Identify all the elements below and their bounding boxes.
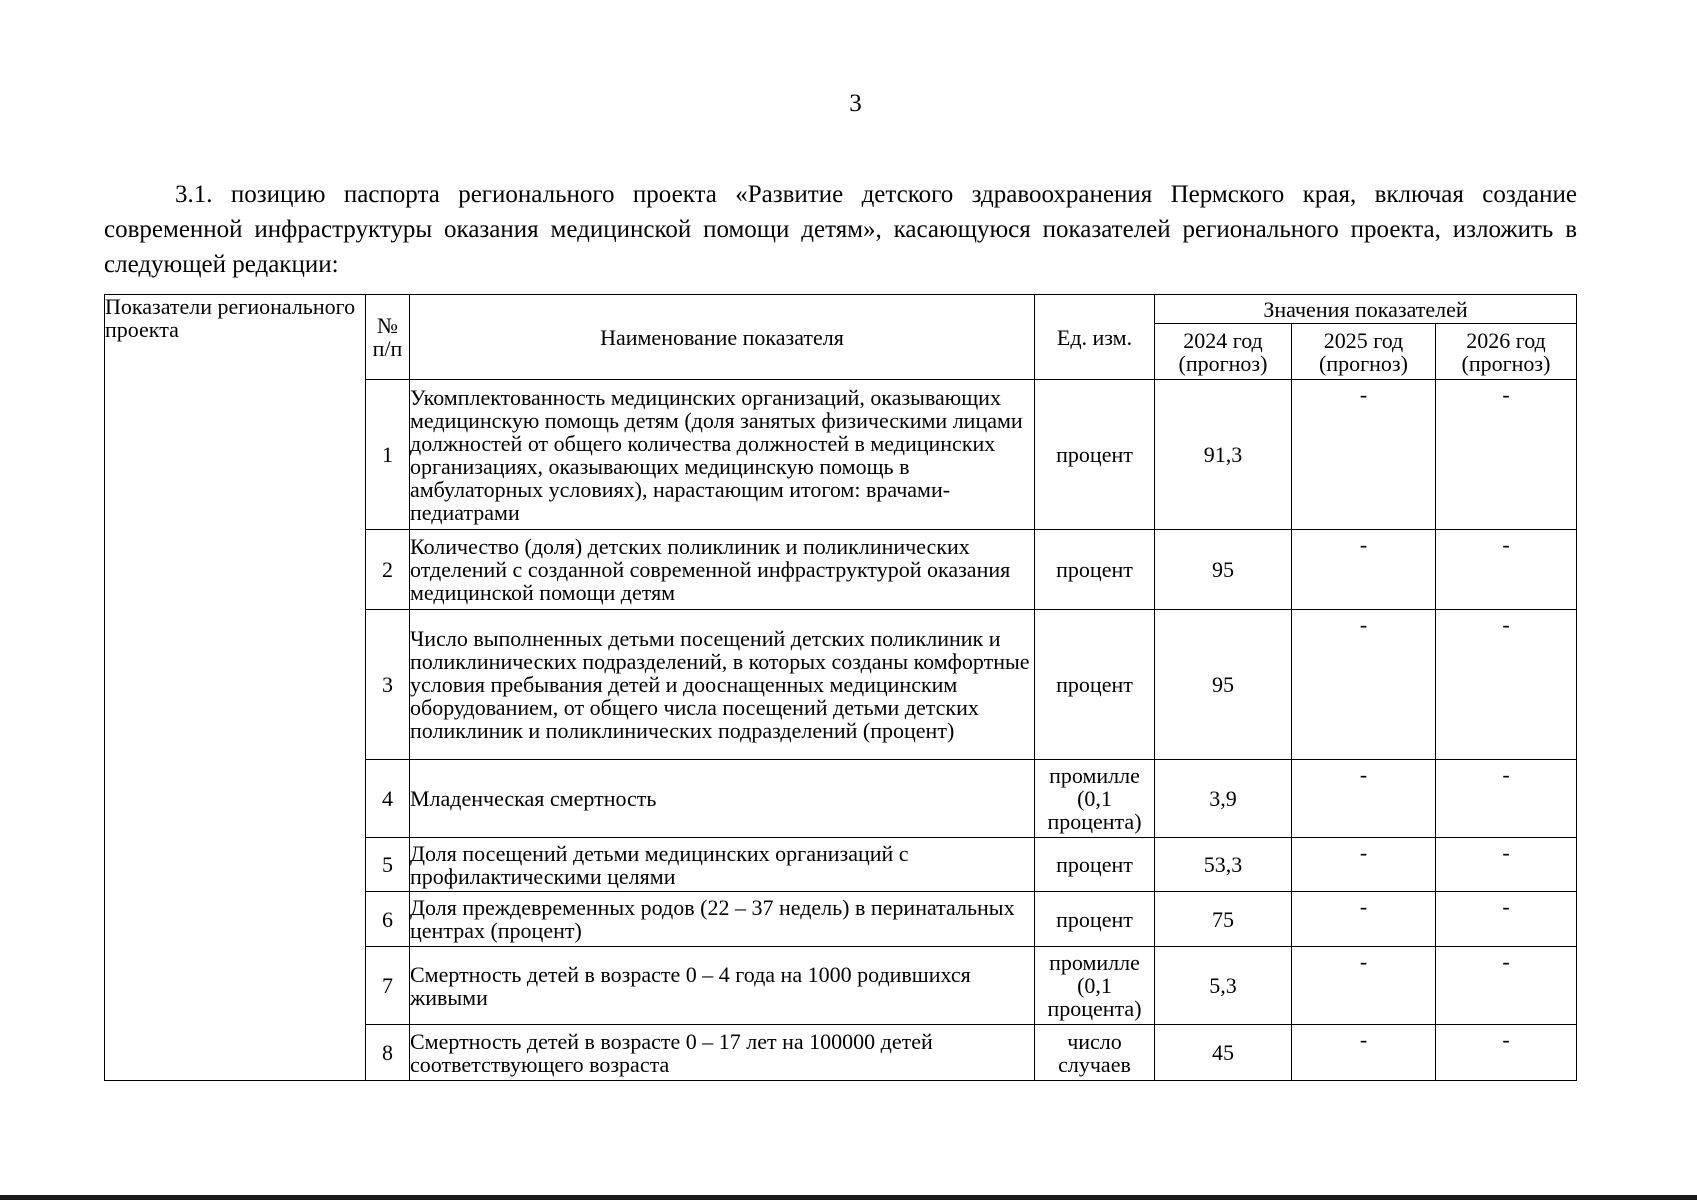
header-2024: 2024 год (прогноз) [1155, 324, 1292, 380]
value-2026: - [1436, 1025, 1577, 1081]
indicator-name: Укомплектованность медицинских организаций, оказывающих медицинскую помощь детям (доля занятых физическими лицами должностей от общего количества должностей в медицинских организациях, оказывающих медицинскую помощь в амбулаторных условиях), нарастающим итогом: врачами- педиатрами [410, 380, 1035, 530]
indicator-unit: число случаев [1035, 1025, 1155, 1081]
value-2026: - [1436, 530, 1577, 610]
indicator-name: Доля преждевременных родов (22 – 37 недель) в перинатальных центрах (процент) [410, 892, 1035, 947]
indicator-unit: процент [1035, 610, 1155, 760]
value-2024: 95 [1155, 610, 1292, 760]
indicator-name: Число выполненных детьми посещений детских поликлиник и поликлинических подразделений, в которых созданы комфортные условия пребывания детей и дооснащенных медицинским оборудованием, от общего числа посещений детьми детских поликлиник и поликлинических подразделений (процент) [410, 610, 1035, 760]
row-number: 4 [366, 760, 410, 838]
value-2026: - [1436, 610, 1577, 760]
indicator-name: Доля посещений детьми медицинских организаций с профилактическими целями [410, 838, 1035, 892]
row-number: 6 [366, 892, 410, 947]
header-indicators-label: Показатели регионального проекта [105, 295, 366, 1081]
row-number: 7 [366, 947, 410, 1025]
value-2024: 95 [1155, 530, 1292, 610]
value-2025: - [1292, 838, 1436, 892]
indicators-table [104, 294, 1577, 1081]
indicator-unit: процент [1035, 380, 1155, 530]
indicator-unit: промилле (0,1 процента) [1035, 947, 1155, 1025]
header-2025: 2025 год (прогноз) [1292, 324, 1436, 380]
indicator-unit: промилле (0,1 процента) [1035, 760, 1155, 838]
indicator-unit: процент [1035, 892, 1155, 947]
value-2025: - [1292, 380, 1436, 530]
value-2025: - [1292, 610, 1436, 760]
scan-bottom-edge [0, 1195, 1697, 1200]
value-2025: - [1292, 1025, 1436, 1081]
value-2026: - [1436, 947, 1577, 1025]
header-row-1 [105, 295, 1577, 324]
intro-paragraph: 3.1. позицию паспорта регионального проекта «Развитие детского здравоохранения Пермского края, включая создание современной инфраструктуры оказания медицинской помощи детям», касающуюся показателей регионального проекта, изложить в следующей редакции: [104, 181, 1577, 278]
header-indicator-name: Наименование показателя [410, 295, 1035, 380]
value-2024: 91,3 [1155, 380, 1292, 530]
indicator-name: Смертность детей в возрасте 0 – 4 года на 1000 родившихся живыми [410, 947, 1035, 1025]
value-2025: - [1292, 947, 1436, 1025]
value-2025: - [1292, 530, 1436, 610]
indicator-name: Младенческая смертность [410, 760, 1035, 838]
indicator-name: Смертность детей в возрасте 0 – 17 лет на 100000 детей соответствующего возраста [410, 1025, 1035, 1081]
indicator-unit: процент [1035, 530, 1155, 610]
value-2024: 45 [1155, 1025, 1292, 1081]
value-2026: - [1436, 838, 1577, 892]
indicator-unit: процент [1035, 838, 1155, 892]
header-number: № п/п [366, 295, 410, 380]
value-2024: 3,9 [1155, 760, 1292, 838]
value-2025: - [1292, 892, 1436, 947]
page-number: 3 [849, 90, 862, 117]
value-2024: 53,3 [1155, 838, 1292, 892]
row-number: 8 [366, 1025, 410, 1081]
value-2024: 75 [1155, 892, 1292, 947]
row-number: 5 [366, 838, 410, 892]
row-number: 2 [366, 530, 410, 610]
value-2026: - [1436, 892, 1577, 947]
row-number: 1 [366, 380, 410, 530]
header-unit: Ед. изм. [1035, 295, 1155, 380]
value-2026: - [1436, 760, 1577, 838]
value-2024: 5,3 [1155, 947, 1292, 1025]
row-number: 3 [366, 610, 410, 760]
value-2026: - [1436, 380, 1577, 530]
value-2025: - [1292, 760, 1436, 838]
header-values-group: Значения показателей [1155, 295, 1577, 324]
header-2026: 2026 год (прогноз) [1436, 324, 1577, 380]
indicator-name: Количество (доля) детских поликлиник и поликлинических отделений с созданной современной инфраструктурой оказания медицинской помощи детям [410, 530, 1035, 610]
